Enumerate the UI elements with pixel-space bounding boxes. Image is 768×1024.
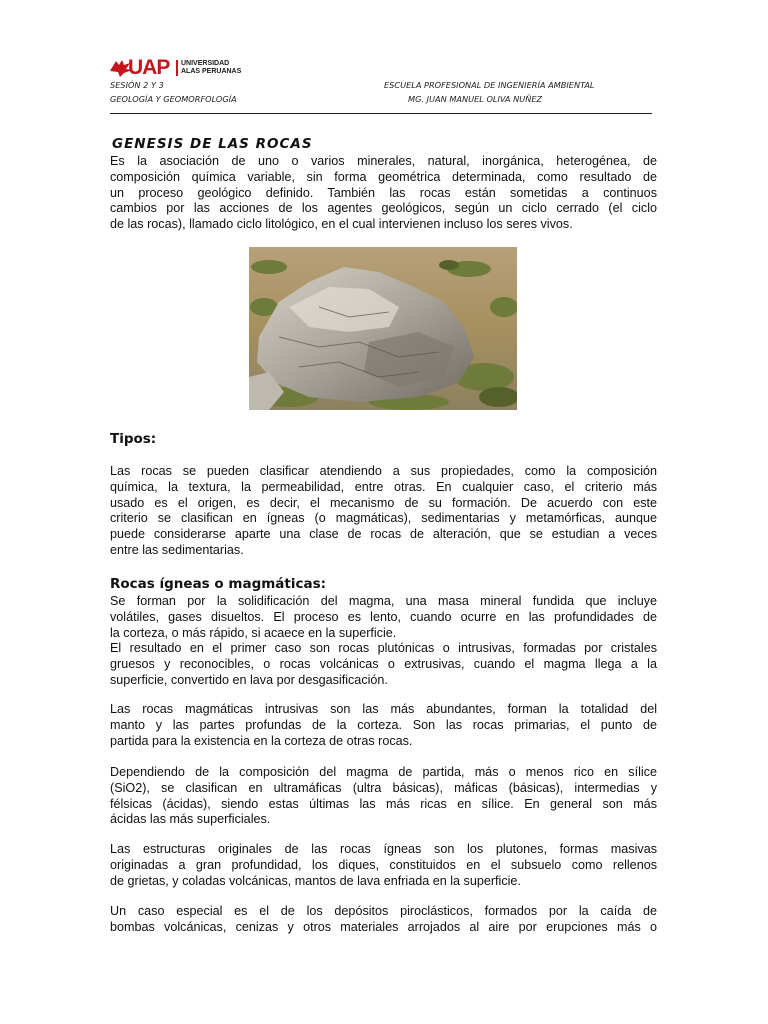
text-line: gruesos y reconocibles, o rocas volcánicas o extrusivas, cuando el magma llega a la (110, 657, 657, 672)
text-line: volátiles, gases disueltos. El proceso es lento, cuando ocurre en las profundidades de (110, 609, 657, 624)
text-line: entre las sedimentarias. (110, 542, 244, 557)
text-line: la corteza, o más rápido, si acaece en la superficie. (110, 625, 397, 640)
text-line: usado es el origen, es decir, el mecanismo de su formación. De acuerdo con este (110, 495, 657, 510)
text-line: Un caso especial es el de los depósitos piroclásticos, formados por la caída de (110, 904, 657, 918)
header-session: SESIÓN 2 Y 3 (110, 80, 164, 90)
page-title: GENESIS DE LAS ROCAS (112, 136, 313, 152)
text-line: cambios por las acciones de los agentes geológicos, según un ciclo cerrado (el ciclo (110, 201, 657, 216)
intro-paragraph (110, 154, 657, 233)
logo-mark (110, 55, 174, 81)
igneas-paragraph-1 (110, 594, 657, 689)
text-line: El resultado en el primer caso son rocas plutónicas o intrusivas, formadas por cristales (110, 641, 657, 656)
text-line: Las rocas magmáticas intrusivas son las más abundantes, forman la totalidad del (110, 702, 657, 716)
text-line: Es la asociación de uno o varios minerales, natural, inorgánica, heterogénea, de (110, 154, 657, 168)
text-line: Se forman por la solidificación del magma, una masa mineral fundida que incluye (110, 594, 657, 608)
text-line: Las rocas se pueden clasificar atendiendo a sus propiedades, como la composición (110, 464, 657, 478)
header-school: ESCUELA PROFESIONAL DE INGENIERÍA AMBIENTAL (384, 80, 595, 90)
text-line: Las estructuras originales de las rocas ígneas son los plutones, formas masivas (110, 842, 657, 856)
igneas-paragraph-3 (110, 765, 657, 828)
rock-image (249, 247, 517, 410)
text-line: félsicas (ácidas), siendo estas últimas las más ricas en sílice. En general son más (110, 796, 657, 811)
logo-wordmark (176, 60, 241, 76)
text-line: química, la textura, la permeabilidad, entre otras. En cualquier caso, el criterio más (110, 479, 657, 494)
text-line: bombas volcánicas, cenizas y otros materiales arrojados al aire por erupciones más o (110, 919, 657, 934)
header-rule (110, 113, 652, 114)
text-line: superficie, convertido en lava por desgasificación. (110, 672, 388, 687)
rock-photo (249, 247, 517, 410)
text-line: ácidas las más superficiales. (110, 812, 271, 827)
text-line: manto y las partes profundas de la corteza. Son las rocas primarias, el punto de (110, 717, 657, 732)
igneas-heading: Rocas ígneas o magmáticas: (110, 576, 327, 592)
text-line: puede considerarse aparte una clase de rocas de alteración, que se estudian a veces (110, 527, 657, 542)
igneas-paragraph-5 (110, 904, 657, 936)
igneas-paragraph-2 (110, 702, 657, 749)
tipos-heading: Tipos: (110, 431, 157, 447)
text-line: composición química variable, sin forma geométrica determinada, como resultado de (110, 169, 657, 184)
text-line: (SiO2), se clasifican en ultramáficas (ultra básicas), máficas (básicas), intermedias y (110, 780, 657, 795)
header-author: MG. JUAN MANUEL OLIVA NUÑEZ (408, 94, 543, 104)
header-course: GEOLOGÍA Y GEOMORFOLOGÍA (110, 94, 237, 104)
text-line: Dependiendo de la composición del magma de partida, más o menos rico en sílice (110, 765, 657, 779)
igneas-paragraph-4 (110, 842, 657, 889)
text-line: criterio se clasifican en ígneas (o magmáticas), sedimentarias y metamórficas, aunque (110, 511, 657, 526)
logo-line-1: UNIVERSIDAD (181, 60, 230, 67)
tipos-paragraph (110, 464, 657, 559)
text-line: un proceso geológico definido. También las rocas están sometidas a continuos (110, 185, 657, 200)
text-line: de las rocas), llamado ciclo litológico, en el cual intervienen incluso los seres vivos. (110, 217, 573, 232)
university-logo (110, 55, 241, 81)
logo-line-2: ALAS PERUANAS (181, 68, 242, 75)
text-line: de grietas, y coladas volcánicas, mantos de lava enfriada en la superficie. (110, 873, 521, 888)
logo-uap-text: UAP (128, 56, 170, 79)
text-line: partida para la existencia en la corteza de otras rocas. (110, 733, 413, 748)
text-line: originadas a gran profundidad, los diques, constituidos en el subsuelo como rellenos (110, 857, 657, 872)
